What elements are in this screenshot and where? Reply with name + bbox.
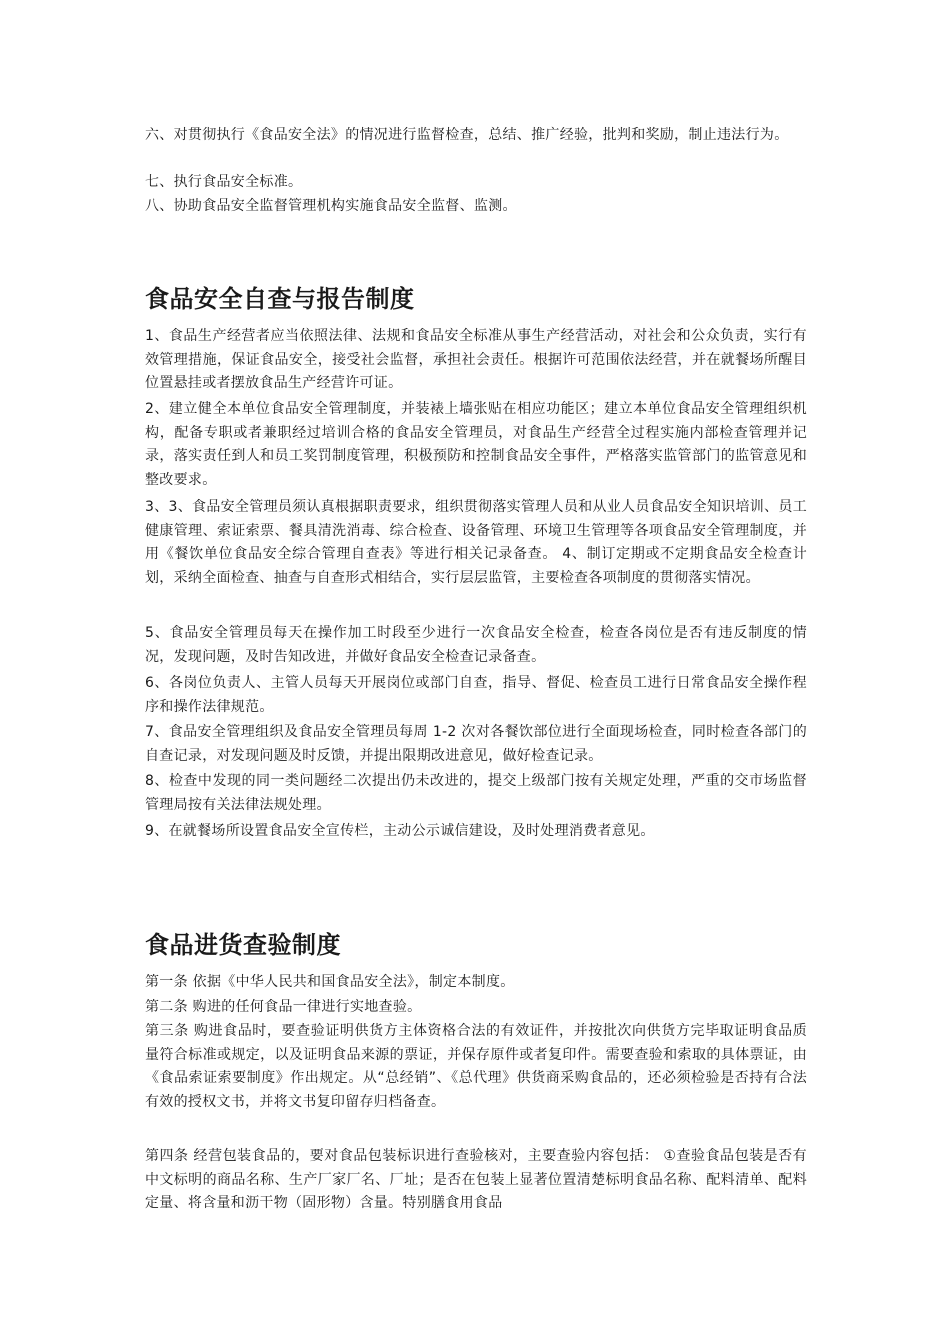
paragraph-item-8: 八、协助食品安全监督管理机构实施食品安全监督、监测。 <box>145 198 517 214</box>
paragraph-article-1: 第一条 依据《中华人民共和国食品安全法》，制定本制度。 <box>145 974 515 990</box>
paragraph-self-check-2: 2、建立健全本单位食品安全管理制度，并装裱上墙张贴在相应功能区；建立本单位食品安全管理组织机构，配备专职或者兼职经过培训合格的食品安全管理员，对食品生产经营全过程实施内部检查管理并记录，落实责任到人和员工奖罚制度管理，积极预防和控制食品安全事件，严格落实监管部门的监管意见和整改要求。 <box>145 401 807 488</box>
paragraph-item-7: 七、执行食品安全标准。 <box>145 174 303 190</box>
paragraph-self-check-8: 8、检查中发现的同一类问题经二次提出仍未改进的，提交上级部门按有关规定处理，严重的交市场监督管理局按有关法律法规处理。 <box>145 773 807 813</box>
paragraph-self-check-3: 3、3、食品安全管理员须认真根据职责要求，组织贯彻落实管理人员和从业人员食品安全知识培训、员工健康管理、索证索票、餐具清洗消毒、综合检查、设备管理、环境卫生管理等各项食品安全管理制度，并用《餐饮单位食品安全综合管理自查表》等进行相关记录备查。 4、制订定期或不定期食品安全检查计划，采纳全面检查、抽查与自查形式相结合，实行层层监管，主要检查各项制度的贯彻落实情况。 <box>145 499 807 586</box>
paragraph-article-2: 第二条 购进的任何食品一律进行实地查验。 <box>145 999 422 1015</box>
paragraph-self-check-7: 7、食品安全管理组织及食品安全管理员每周 1-2 次对各餐饮部位进行全面现场检查，同时检查各部门的自查记录，对发现问题及时反馈，并提出限期改进意见，做好检查记录。 <box>145 724 807 764</box>
section-title-purchase-inspection: 食品进货查验制度 <box>145 931 341 959</box>
paragraph-self-check-1: 1、食品生产经营者应当依照法律、法规和食品安全标准从事生产经营活动，对社会和公众负责，实行有效管理措施，保证食品安全，接受社会监督，承担社会责任。根据许可范围依法经营，并在就餐场所醒目位置悬挂或者摆放食品生产经营许可证。 <box>145 328 807 391</box>
paragraph-self-check-6: 6、各岗位负责人、主管人员每天开展岗位或部门自查，指导、督促、检查员工进行日常食品安全操作程序和操作法律规范。 <box>145 675 807 715</box>
paragraph-article-4: 第四条 经营包装食品的，要对食品包装标识进行查验核对，主要查验内容包括： ①查验食品包装是否有中文标明的商品名称、生产厂家厂名、厂址；是否在包装上显著位置清楚标明食品名称、配料清单、配料定量、将含量和沥干物（固形物）含量。特别膳食用食品 <box>145 1148 807 1211</box>
section-title-self-check: 食品安全自查与报告制度 <box>145 285 415 313</box>
paragraph-self-check-5: 5、食品安全管理员每天在操作加工时段至少进行一次食品安全检查，检查各岗位是否有违反制度的情况，发现问题，及时告知改进，并做好食品安全检查记录备查。 <box>145 625 807 665</box>
paragraph-item-6: 六、对贯彻执行《食品安全法》的情况进行监督检查，总结、推广经验，批判和奖励，制止违法行为。 <box>145 127 789 143</box>
paragraph-self-check-9: 9、在就餐场所设置食品安全宣传栏，主动公示诚信建设，及时处理消费者意见。 <box>145 823 655 839</box>
paragraph-article-3: 第三条 购进食品时，要查验证明供货方主体资格合法的有效证件，并按批次向供货方完毕取证明食品质量符合标准或规定，以及证明食品来源的票证，并保存原件或者复印件。需要查验和索取的具体票证，由《食品索证索要制度》作出规定。从“总经销”、《总代理》供货商采购食品的，还必须检验是否持有合法有效的授权文书，并将文书复印留存归档备查。 <box>145 1023 807 1110</box>
